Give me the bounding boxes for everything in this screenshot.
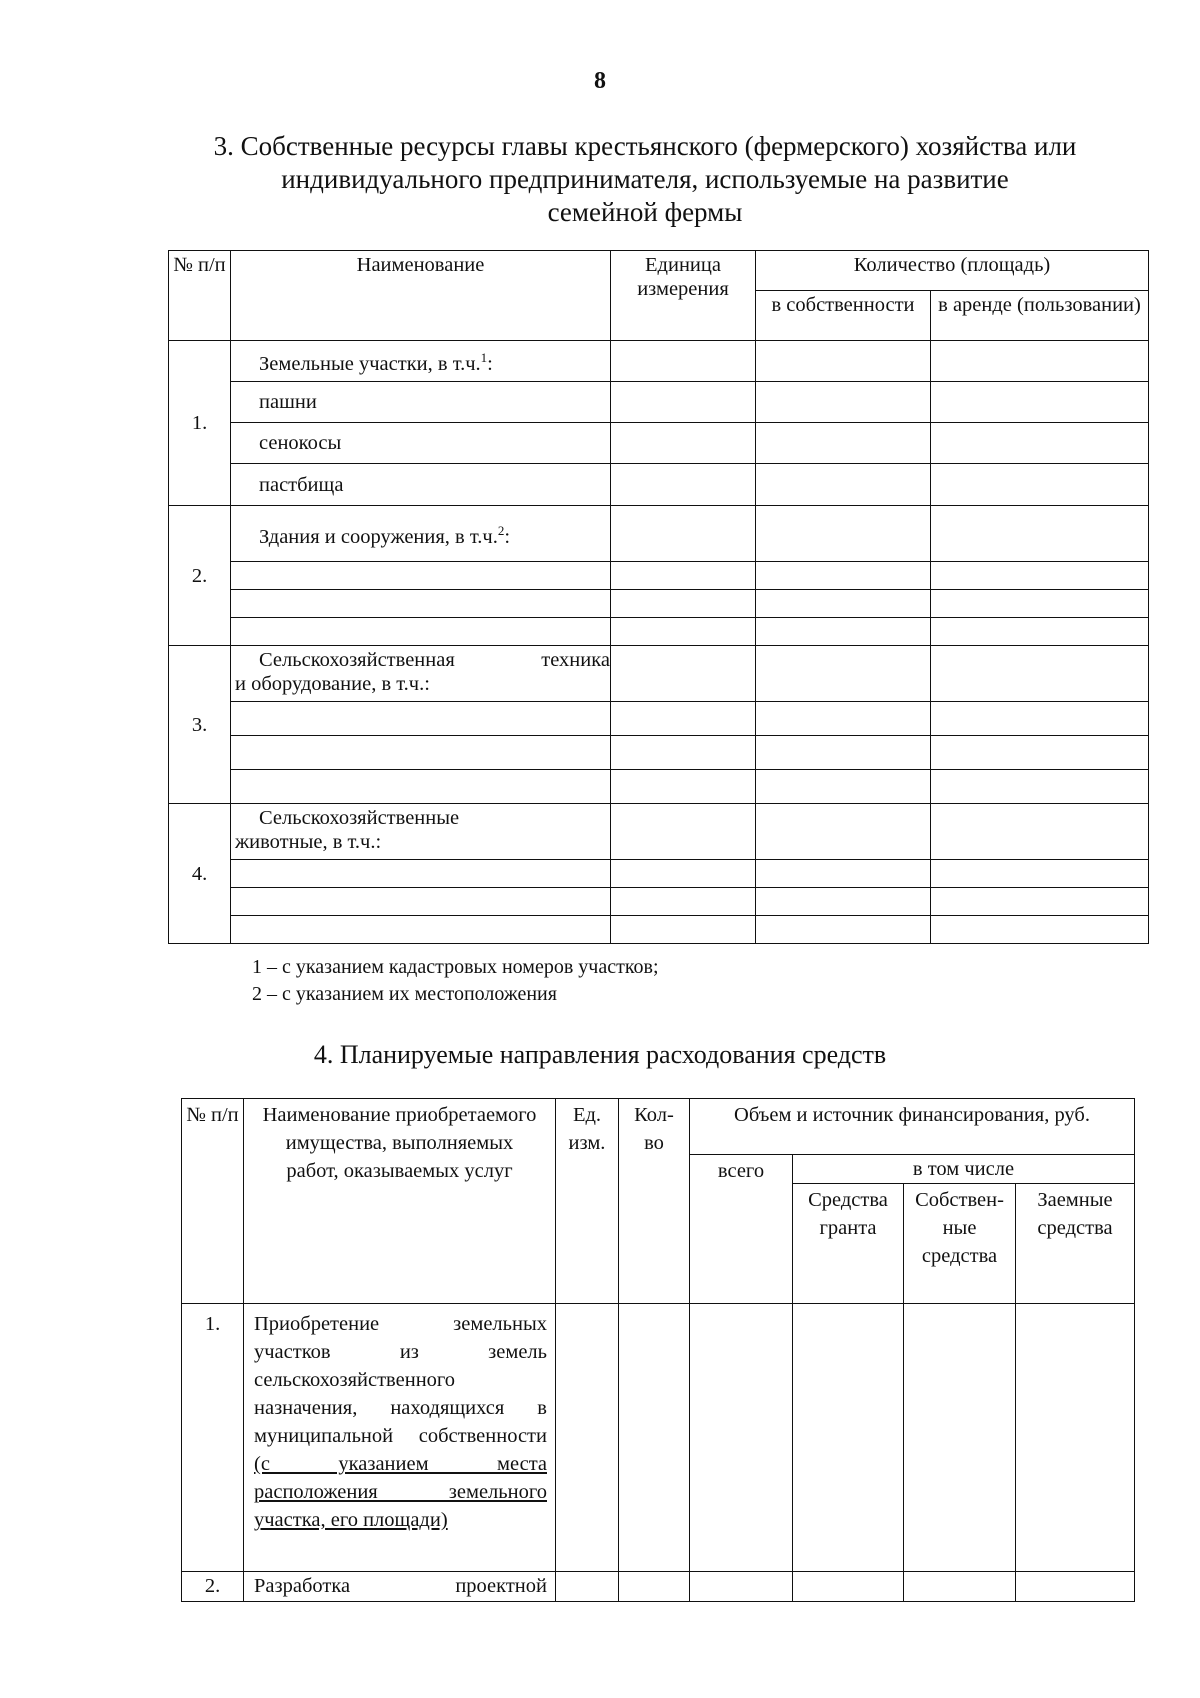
rented-cell[interactable] (931, 562, 1149, 590)
owned-cell[interactable] (756, 464, 931, 506)
col-header-own: Собствен-ные средства (904, 1184, 1016, 1304)
unit-cell[interactable] (611, 341, 756, 382)
owned-cell[interactable] (756, 590, 931, 618)
col-header-num: № п/п (169, 251, 231, 341)
owned-cell[interactable] (756, 382, 931, 423)
row-number: 2. (182, 1572, 244, 1602)
rented-cell[interactable] (931, 618, 1149, 646)
owned-cell[interactable] (756, 341, 931, 382)
unit-cell[interactable] (611, 736, 756, 770)
rented-cell[interactable] (931, 646, 1149, 702)
grant-cell[interactable] (793, 1304, 904, 1572)
unit-cell[interactable] (611, 506, 756, 562)
blank-name-cell[interactable] (231, 618, 611, 646)
group-title: Сельскохозяйственные животные, в т.ч.: (231, 804, 611, 860)
blank-name-cell[interactable] (231, 860, 611, 888)
unit-cell[interactable] (611, 888, 756, 916)
own-cell[interactable] (904, 1572, 1016, 1602)
unit-cell[interactable] (611, 646, 756, 702)
rented-cell[interactable] (931, 888, 1149, 916)
rented-cell[interactable] (931, 702, 1149, 736)
col-header-qty: Количество (площадь) (756, 251, 1149, 291)
blank-name-cell[interactable] (231, 590, 611, 618)
own-cell[interactable] (904, 1304, 1016, 1572)
col-header-unit: Единица измерения (611, 251, 756, 341)
unit-cell[interactable] (611, 382, 756, 423)
group-title: Сельскохозяйственная техника и оборудование, в т.ч.: (231, 646, 611, 702)
blank-name-cell[interactable] (231, 916, 611, 944)
col-header-total: всего (690, 1155, 793, 1304)
owned-cell[interactable] (756, 736, 931, 770)
blank-name-cell[interactable] (231, 736, 611, 770)
group-number: 2. (169, 506, 231, 646)
unit-cell[interactable] (611, 618, 756, 646)
footnote-1: 1 – с указанием кадастровых номеров участков; (252, 956, 659, 978)
unit-cell[interactable] (611, 562, 756, 590)
land-item: пастбища (231, 464, 611, 506)
resources-table (168, 250, 1149, 944)
unit-cell[interactable] (611, 770, 756, 804)
blank-name-cell[interactable] (231, 888, 611, 916)
section-4-title: 4. Планируемые направления расходования средств (313, 1040, 887, 1069)
loan-cell[interactable] (1016, 1304, 1135, 1572)
section-3-title-line: 3. Собственные ресурсы главы крестьянского (фермерского) хозяйства или (213, 131, 1077, 161)
loan-cell[interactable] (1016, 1572, 1135, 1602)
col-header-rented: в аренде (пользовании) (931, 291, 1149, 341)
unit-cell[interactable] (611, 860, 756, 888)
unit-cell[interactable] (556, 1304, 619, 1572)
col-header-name: Наименование (231, 251, 611, 341)
col-header-loan: Заемные средства (1016, 1184, 1135, 1304)
group-title: Здания и сооружения, в т.ч.$^2$: (231, 506, 611, 562)
section-3-title-line: семейной фермы (547, 197, 743, 227)
col-header-grant: Средства гранта (793, 1184, 904, 1304)
blank-name-cell[interactable] (231, 770, 611, 804)
rented-cell[interactable] (931, 423, 1149, 464)
owned-cell[interactable] (756, 916, 931, 944)
col-header-including: в том числе (793, 1155, 1135, 1184)
rented-cell[interactable] (931, 916, 1149, 944)
col-header-funding: Объем и источник финансирования, руб. (690, 1099, 1135, 1155)
rented-cell[interactable] (931, 464, 1149, 506)
group-number: 4. (169, 804, 231, 944)
unit-cell[interactable] (611, 804, 756, 860)
col-header-owned: в собственности (756, 291, 931, 341)
footnote-2: 2 – с указанием их местоположения (252, 983, 557, 1005)
owned-cell[interactable] (756, 618, 931, 646)
owned-cell[interactable] (756, 804, 931, 860)
rented-cell[interactable] (931, 341, 1149, 382)
expenditure-table (181, 1098, 1135, 1602)
rented-cell[interactable] (931, 860, 1149, 888)
owned-cell[interactable] (756, 888, 931, 916)
unit-cell[interactable] (611, 590, 756, 618)
row-number: 1. (182, 1304, 244, 1572)
owned-cell[interactable] (756, 423, 931, 464)
unit-cell[interactable] (611, 464, 756, 506)
grant-cell[interactable] (793, 1572, 904, 1602)
col-header-unit: Ед. изм. (556, 1099, 619, 1304)
rented-cell[interactable] (931, 736, 1149, 770)
blank-name-cell[interactable] (231, 702, 611, 736)
total-cell[interactable] (690, 1304, 793, 1572)
unit-cell[interactable] (611, 916, 756, 944)
page-number: 8 (594, 68, 606, 94)
rented-cell[interactable] (931, 506, 1149, 562)
owned-cell[interactable] (756, 702, 931, 736)
owned-cell[interactable] (756, 646, 931, 702)
group-title: Земельные участки, в т.ч.$^1$: (231, 341, 611, 382)
owned-cell[interactable] (756, 860, 931, 888)
rented-cell[interactable] (931, 590, 1149, 618)
col-header-num: № п/п (182, 1099, 244, 1304)
qty-cell[interactable] (619, 1572, 690, 1602)
land-item: пашни (231, 382, 611, 423)
unit-cell[interactable] (556, 1572, 619, 1602)
section-3-title (150, 130, 1140, 229)
owned-cell[interactable] (756, 506, 931, 562)
blank-name-cell[interactable] (231, 562, 611, 590)
col-header-qty: Кол-во (619, 1099, 690, 1304)
qty-cell[interactable] (619, 1304, 690, 1572)
land-item: сенокосы (231, 423, 611, 464)
unit-cell[interactable] (611, 423, 756, 464)
total-cell[interactable] (690, 1572, 793, 1602)
group-number: 3. (169, 646, 231, 804)
row-description: Приобретение земельных участков из земель сельскохозяйственного назначения, находящихся в муниципальной собственности (с указанием места расположения земельного участка, его площади) (244, 1304, 556, 1572)
group-number: 1. (169, 341, 231, 506)
unit-cell[interactable] (611, 702, 756, 736)
rented-cell[interactable] (931, 770, 1149, 804)
col-header-name: Наименование приобретаемого имущества, выполняемых работ, оказываемых услуг (244, 1099, 556, 1304)
section-3-title-line: индивидуального предпринимателя, используемые на развитие (281, 164, 1009, 194)
rented-cell[interactable] (931, 382, 1149, 423)
owned-cell[interactable] (756, 770, 931, 804)
owned-cell[interactable] (756, 562, 931, 590)
row-description: Разработка проектной (244, 1572, 556, 1602)
rented-cell[interactable] (931, 804, 1149, 860)
